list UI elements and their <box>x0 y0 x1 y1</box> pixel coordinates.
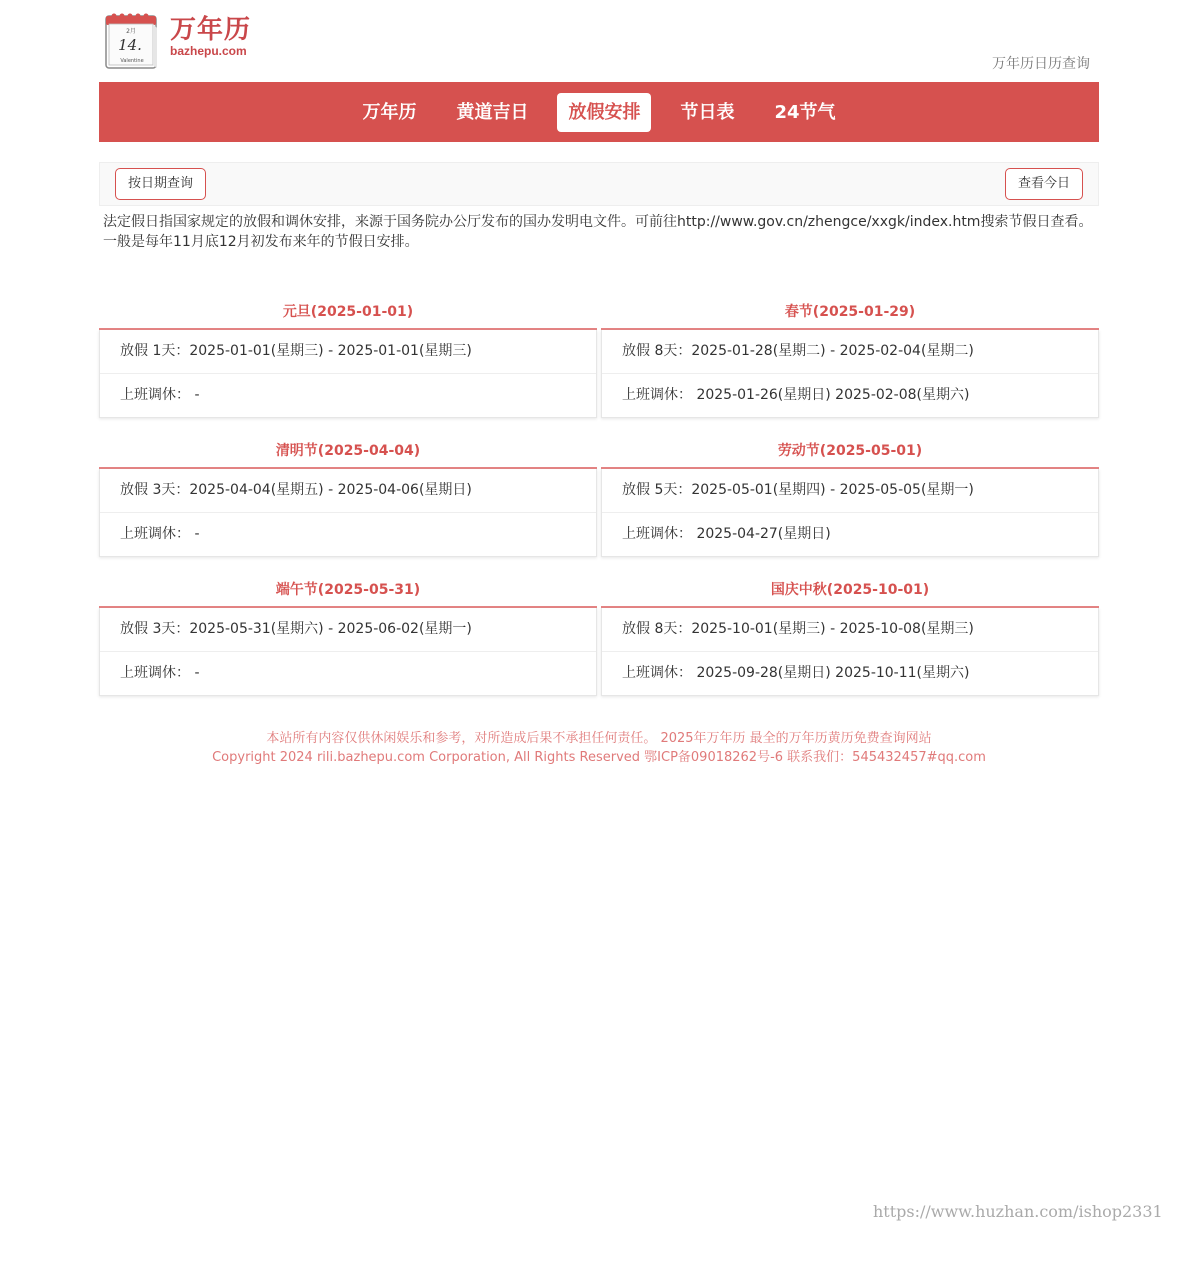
holiday-off-range: 放假 8天：2025-10-01(星期三) - 2025-10-08(星期三) <box>622 621 974 637</box>
holiday-workdays: 上班调休： - <box>100 651 596 695</box>
svg-text:14.: 14. <box>118 36 142 54</box>
logo-domain: bazhepu.com <box>170 44 247 58</box>
holiday-off-range: 放假 1天：2025-01-01(星期三) - 2025-01-01(星期三) <box>120 343 472 359</box>
holiday-body <box>99 608 597 696</box>
holiday-title: 清明节(2025-04-04) <box>99 437 597 469</box>
holiday-body <box>99 330 597 418</box>
holiday-body <box>99 469 597 557</box>
nav-item-solar-terms[interactable]: 24节气 <box>774 101 836 123</box>
site-footer <box>99 729 1099 767</box>
holiday-off-range: 放假 8天：2025-01-28(星期二) - 2025-02-04(星期二) <box>622 343 974 359</box>
holiday-grid <box>99 298 1099 715</box>
holiday-body <box>601 608 1099 696</box>
holiday-card <box>99 576 597 715</box>
holiday-off-range: 放假 3天：2025-05-31(星期六) - 2025-06-02(星期一) <box>120 621 472 637</box>
intro-text: 法定假日指国家规定的放假和调休安排，来源于国务院办公厅发布的国办发明电文件。可前往http://www.gov.cn/zhengce/xxgk/index.htm搜索节假日查看。一般是每年11月底12月初发布来年的节假日安排。 <box>103 214 1093 250</box>
watermark-text: https://www.huzhan.com/ishop2331 <box>873 1202 1163 1221</box>
calendar-query-link[interactable]: 万年历日历查询 <box>992 56 1090 72</box>
holiday-workdays: 上班调休： 2025-09-28(星期日) 2025-10-11(星期六) <box>602 651 1098 695</box>
holiday-workdays: 上班调休： - <box>100 373 596 417</box>
holiday-card <box>601 437 1099 576</box>
nav-item-holiday-schedule[interactable]: 放假安排 <box>557 93 651 132</box>
logo-title: 万年历 <box>170 15 252 45</box>
nav-item-auspicious-days[interactable]: 黄道吉日 <box>456 101 529 123</box>
view-today-button[interactable]: 查看今日 <box>1005 168 1083 200</box>
query-by-date-button[interactable]: 按日期查询 <box>115 168 206 200</box>
holiday-title: 端午节(2025-05-31) <box>99 576 597 608</box>
toolbar <box>99 162 1099 206</box>
site-header <box>99 0 1099 82</box>
holiday-off-range: 放假 3天：2025-04-04(星期五) - 2025-04-06(星期日) <box>120 482 472 498</box>
holiday-card <box>99 437 597 576</box>
nav-item-festival-table[interactable]: 节日表 <box>680 101 735 123</box>
holiday-off-range: 放假 5天：2025-05-01(星期四) - 2025-05-05(星期一) <box>622 482 974 498</box>
nav-item-calendar[interactable]: 万年历 <box>362 101 417 123</box>
holiday-card <box>601 298 1099 437</box>
holiday-body <box>601 330 1099 418</box>
holiday-title: 元旦(2025-01-01) <box>99 298 597 330</box>
site-logo[interactable] <box>104 10 251 70</box>
holiday-card <box>99 298 597 437</box>
holiday-body <box>601 469 1099 557</box>
footer-disclaimer: 本站所有内容仅供休闲娱乐和参考，对所造成后果不承担任何责任。 2025年万年历 最全的万年历黄历免费查询网站 <box>266 731 932 746</box>
holiday-workdays: 上班调休： 2025-04-27(星期日) <box>602 512 1098 556</box>
holiday-title: 国庆中秋(2025-10-01) <box>601 576 1099 608</box>
holiday-card <box>601 576 1099 715</box>
holiday-title: 劳动节(2025-05-01) <box>601 437 1099 469</box>
holiday-title: 春节(2025-01-29) <box>601 298 1099 330</box>
svg-text:Valentine: Valentine <box>120 58 144 64</box>
footer-copyright: Copyright 2024 rili.bazhepu.com Corporation, All Rights Reserved 鄂ICP备09018262号-6 联系我们：545432457#qq.com <box>212 750 986 765</box>
holiday-workdays: 上班调休： 2025-01-26(星期日) 2025-02-08(星期六) <box>602 373 1098 417</box>
holiday-workdays: 上班调休： - <box>100 512 596 556</box>
calendar-logo-icon <box>104 10 160 70</box>
logo-text <box>170 16 251 58</box>
main-nav <box>99 82 1099 142</box>
svg-text:2月: 2月 <box>126 28 136 35</box>
